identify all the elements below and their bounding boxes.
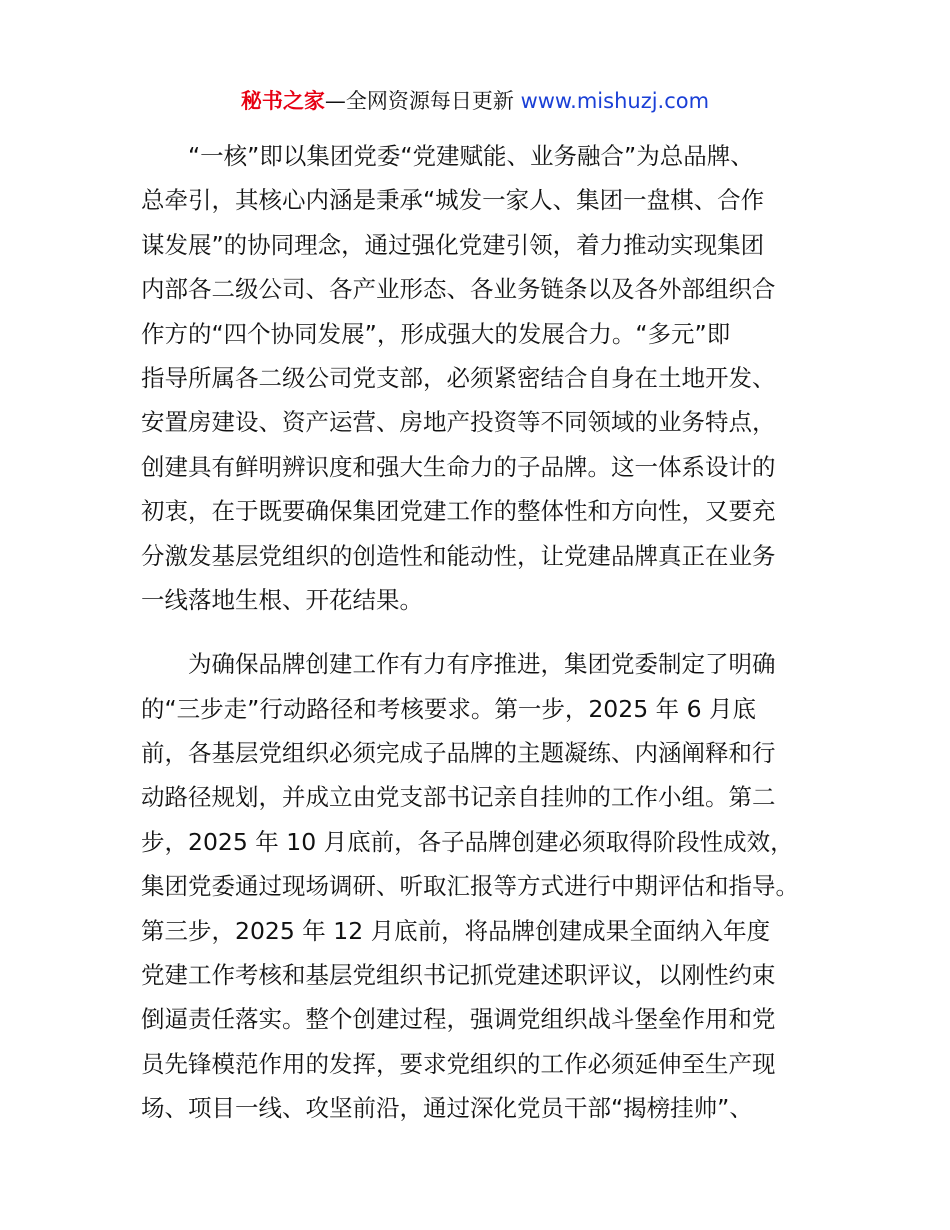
paragraph-spacer (141, 622, 821, 642)
header-tagline: —全网资源每日更新 (324, 89, 514, 113)
text-line: 为确保品牌创建工作有力有序推进，集团党委制定了明确 (188, 650, 776, 679)
text-line: 谋发展”的协同理念，通过强化党建引领，着力推动实现集团 (141, 230, 765, 259)
text-line: 的“三步走”行动路径和考核要求。第一步，2025 年 6 月底 (141, 694, 757, 723)
text-line: 场、项目一线、攻坚前沿，通过深化党员干部“揭榜挂帅”、 (141, 1094, 753, 1123)
text-line: 一线落地生根、开花结果。 (141, 585, 423, 614)
text-line: “一核”即以集团党委“党建赋能、业务融合”为总品牌、 (188, 142, 754, 170)
text-line: 步，2025 年 10 月底前，各子品牌创建必须取得阶段性成效， (141, 827, 794, 856)
text-line: 员先锋模范作用的发挥，要求党组织的工作必须延伸至生产现 (141, 1049, 776, 1078)
text-line: 创建具有鲜明辨识度和强大生命力的子品牌。这一体系设计的 (141, 452, 776, 481)
site-url-link[interactable]: www.mishuzj.com (520, 89, 710, 113)
paragraph-2 (141, 642, 821, 1130)
text-line: 动路径规划，并成立由党支部书记亲自挂帅的工作小组。第二 (141, 783, 776, 812)
text-line: 总牵引，其核心内涵是秉承“城发一家人、集团一盘棋、合作 (141, 186, 765, 215)
text-line: 初衷，在于既要确保集团党建工作的整体性和方向性，又要充 (141, 497, 776, 526)
text-line: 前，各基层党组织必须完成子品牌的主题凝练、内涵阐释和行 (141, 739, 776, 768)
text-line: 分激发基层党组织的创造性和能动性，让党建品牌真正在业务 (141, 541, 776, 570)
document-body (141, 134, 821, 1131)
text-line: 指导所属各二级公司党支部，必须紧密结合自身在土地开发、 (141, 363, 776, 392)
brand-name: 秘书之家 (240, 89, 325, 113)
text-line: 党建工作考核和基层党组织书记抓党建述职评议，以刚性约束 (141, 961, 776, 990)
text-line: 第三步，2025 年 12 月底前，将品牌创建成果全面纳入年度 (141, 916, 771, 945)
text-line: 倒逼责任落实。整个创建过程，强调党组织战斗堡垒作用和党 (141, 1005, 776, 1034)
paragraph-1 (141, 134, 821, 622)
text-line: 内部各二级公司、各产业形态、各业务链条以及各外部组织合 (141, 275, 776, 304)
text-line: 集团党委通过现场调研、听取汇报等方式进行中期评估和指导。 (141, 872, 799, 901)
page-header (0, 84, 950, 118)
text-line: 作方的“四个协同发展”，形成强大的发展合力。“多元”即 (141, 319, 731, 348)
text-line: 安置房建设、资产运营、房地产投资等不同领域的业务特点， (141, 408, 776, 437)
